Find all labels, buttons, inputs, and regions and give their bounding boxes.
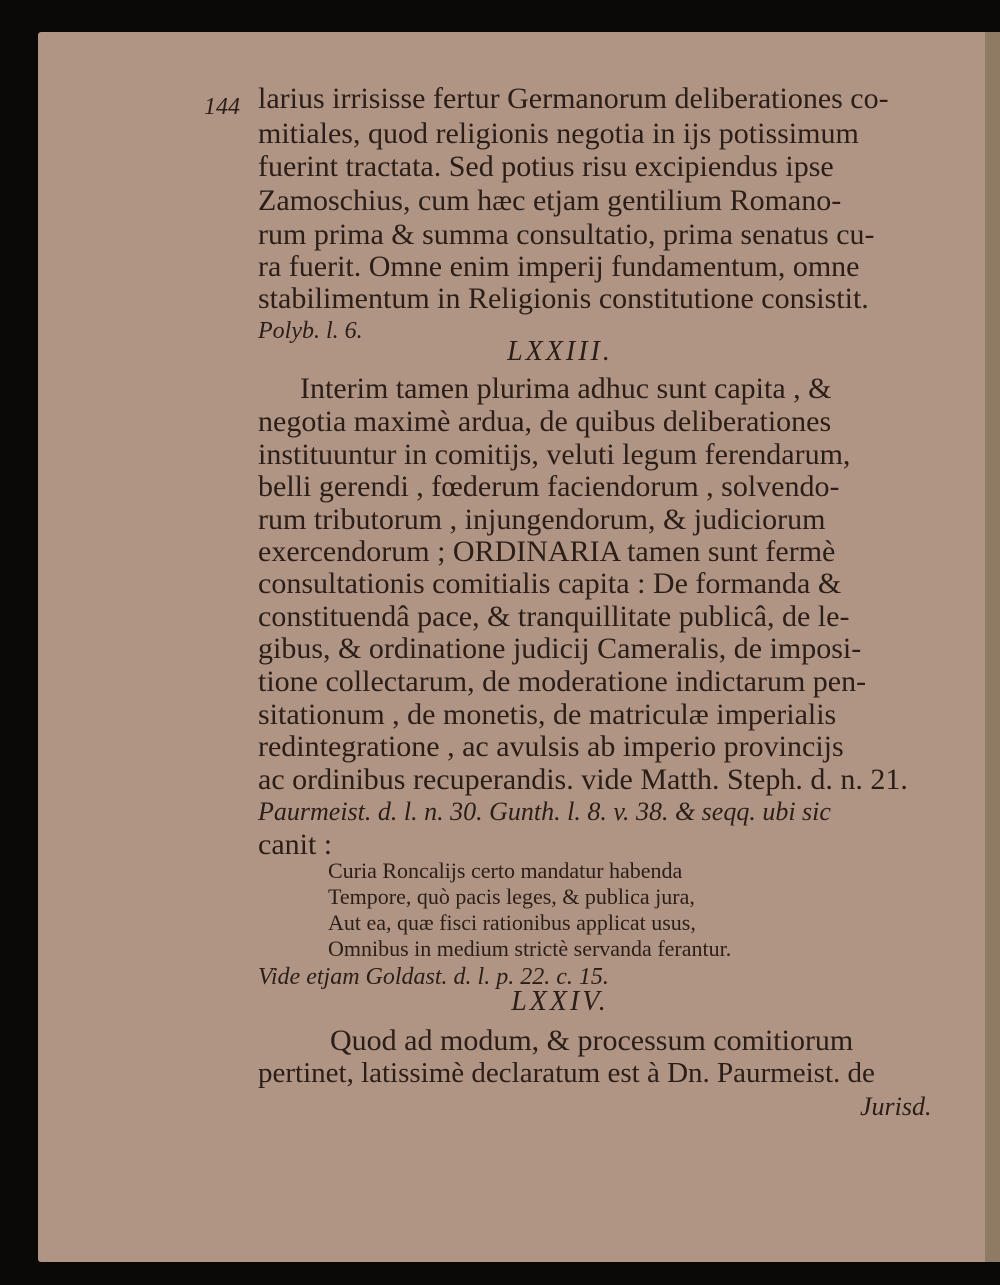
text-line: Paurmeist. d. l. n. 30. Gunth. l. 8. v. 38. & seqq. ubi sic [258,797,831,826]
text-line: ac ordinibus recuperandis. vide Matth. Steph. d. n. 21. [258,763,908,796]
verse-line: Aut ea, quæ fisci rationibus applicat usus, [328,910,696,935]
text-line: tione collectarum, de moderatione indictarum pen- [258,665,867,698]
verse-line: Tempore, quò pacis leges, & publica jura, [328,884,695,909]
text-line: belli gerendi , fœderum faciendorum , solvendo- [258,470,840,503]
text-line: Zamoschius, cum hæc etjam gentilium Romano- [258,184,842,217]
text-line: negotia maximè ardua, de quibus deliberationes [258,405,832,438]
text-line: canit : [258,828,333,861]
text-line: mitiales, quod religionis negotia in ijs potissimum [258,117,859,150]
section-heading: LXXIII. [507,336,613,367]
text-line: Interim tamen plurima adhuc sunt capita , & [300,372,832,405]
text-line: stabilimentum in Religionis constitutione consistit. [258,282,869,315]
section-heading: LXXIV. [511,986,609,1017]
page-number: 144 [204,94,240,120]
text-line: pertinet, latissimè declaratum est à Dn. Paurmeist. de [258,1057,875,1089]
text-line: constituendâ pace, & tranquillitate publicâ, de le- [258,600,850,633]
text-line: ra fuerit. Omne enim imperij fundamentum, omne [258,250,860,283]
text-line: fuerint tractata. Sed potius risu excipiendus ipse [258,150,834,183]
text-line: redintegratione , ac avulsis ab imperio provincijs [258,730,844,763]
text-line: instituuntur in comitijs, veluti legum ferendarum, [258,438,851,471]
text-line: rum tributorum , injungendorum, & judiciorum [258,503,826,536]
text-line: larius irrisisse fertur Germanorum deliberationes co- [258,82,889,115]
text-line: consultationis comitialis capita : De formanda & [258,567,842,600]
verse-line: Curia Roncalijs certo mandatur habenda [328,858,683,883]
text-line: exercendorum ; ORDINARIA tamen sunt fermè [258,535,836,568]
citation: Vide etjam Goldast. d. l. p. 22. c. 15. [258,964,609,990]
text-line: gibus, & ordinatione judicij Cameralis, de imposi- [258,632,862,665]
catchword: Jurisd. [860,1092,932,1121]
text-line: sitationum , de monetis, de matriculæ imperialis [258,698,837,731]
verse-line: Omnibus in medium strictè servanda ferantur. [328,936,732,961]
text-line: rum prima & summa consultatio, prima senatus cu- [258,218,875,251]
text-line: Quod ad modum, & processum comitiorum [330,1024,854,1057]
citation: Polyb. l. 6. [258,318,363,344]
